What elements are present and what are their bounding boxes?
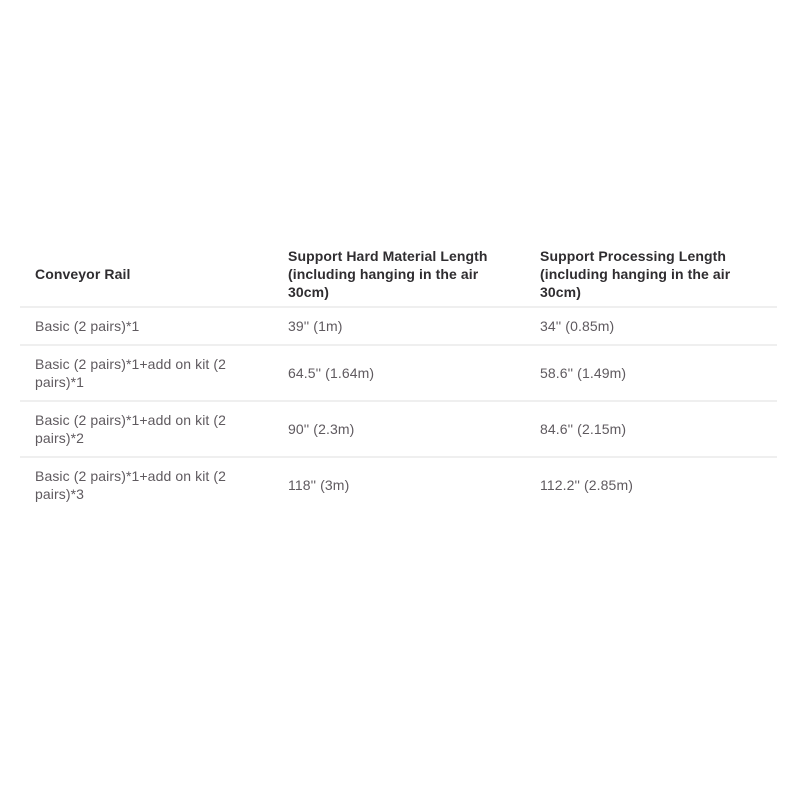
table-cell-hard-material-length: 64.5'' (1.64m) [273,345,525,401]
table-cell-processing-length: 34'' (0.85m) [525,307,777,345]
header-cell-conveyor-rail: Conveyor Rail [20,242,273,307]
table-cell-rail-config: Basic (2 pairs)*1 [20,307,273,345]
table-cell-hard-material-length: 39'' (1m) [273,307,525,345]
table-row [20,307,777,345]
table-row [20,401,777,457]
table-row [20,345,777,401]
table-cell-rail-config: Basic (2 pairs)*1+add on kit (2 pairs)*1 [20,345,273,401]
header-cell-processing-length: Support Processing Length (including hanging in the air 30cm) [525,242,777,307]
table-header-row [20,242,777,307]
conveyor-rail-spec-table [20,242,777,512]
table-cell-rail-config: Basic (2 pairs)*1+add on kit (2 pairs)*3 [35,468,227,502]
header-cell-hard-material-length: Support Hard Material Length (including hanging in the air 30cm) [273,242,525,307]
table-cell-processing-length: 58.6'' (1.49m) [525,345,777,401]
table-cell-hard-material-length: 118'' (3m) [288,477,350,493]
table-cell-hard-material-length: 90'' (2.3m) [273,401,525,457]
table-row [20,457,777,512]
table-cell-processing-length: 84.6'' (2.15m) [525,401,777,457]
table-cell-processing-length: 112.2'' (2.85m) [540,477,633,493]
table-cell-rail-config: Basic (2 pairs)*1+add on kit (2 pairs)*2 [20,401,273,457]
